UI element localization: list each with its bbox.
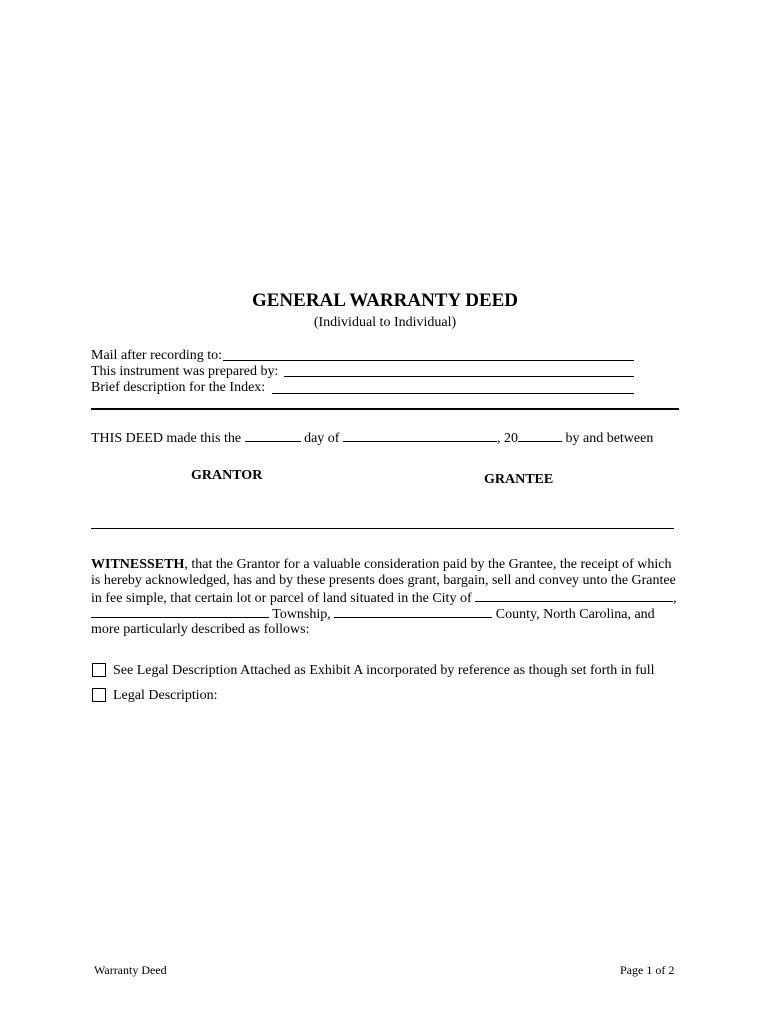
parties-divider [91,528,674,529]
deed-made-label: THIS DEED made this the [91,431,242,446]
by-and-between-label: by and between [565,431,654,446]
witnesseth-line-5: more particularly described as follows: [91,622,310,637]
prepared-by-row [91,363,278,380]
legal-description-label: Legal Description: [113,688,218,703]
day-blank[interactable] [245,428,301,442]
month-blank[interactable] [343,428,497,442]
grantee-heading: GRANTEE [484,472,554,487]
document-title: GENERAL WARRANTY DEED [251,290,519,311]
document-subtitle: (Individual to Individual) [313,315,457,330]
witnesseth-line-1 [91,556,671,573]
witnesseth-line-1-text: , that the Grantor for a valuable consideration paid by the Grantee, the receipt of which [184,557,672,572]
deed-date-row [91,428,653,447]
index-description-blank[interactable] [272,393,634,394]
footer-title: Warranty Deed [94,963,167,977]
exhibit-a-checkbox[interactable] [92,663,106,677]
page-number: Page 1 of 2 [620,963,675,977]
township-label: Township, [272,607,331,622]
county-blank[interactable] [334,604,492,618]
witnesseth-line-2: is hereby acknowledged, has and by these presents does grant, bargain, sell and convey unto the Grantee [91,573,676,588]
grantor-heading: GRANTOR [191,468,263,483]
city-blank[interactable] [475,588,673,602]
exhibit-a-label: See Legal Description Attached as Exhibit A incorporated by reference as though set forth in full [113,663,655,678]
index-description-label: Brief description for the Index: [91,380,266,395]
year-blank[interactable] [518,428,562,442]
city-comma: , [673,591,677,606]
mail-after-recording-row [91,347,222,364]
mail-after-recording-label: Mail after recording to: [91,348,223,363]
prepared-by-blank[interactable] [284,376,634,377]
year-prefix-label: , 20 [496,431,518,446]
mail-after-recording-blank[interactable] [223,360,634,361]
prepared-by-label: This instrument was prepared by: [91,364,279,379]
legal-description-checkbox[interactable] [92,688,106,702]
header-divider [91,408,679,410]
city-label: in fee simple, that certain lot or parcel of land situated in the City of [91,591,472,606]
witnesseth-lead: WITNESSETH [91,557,185,572]
day-of-label: day of [304,431,340,446]
index-description-row [91,379,265,396]
township-blank[interactable] [91,604,269,618]
county-state-label: County, North Carolina, and [495,607,655,622]
